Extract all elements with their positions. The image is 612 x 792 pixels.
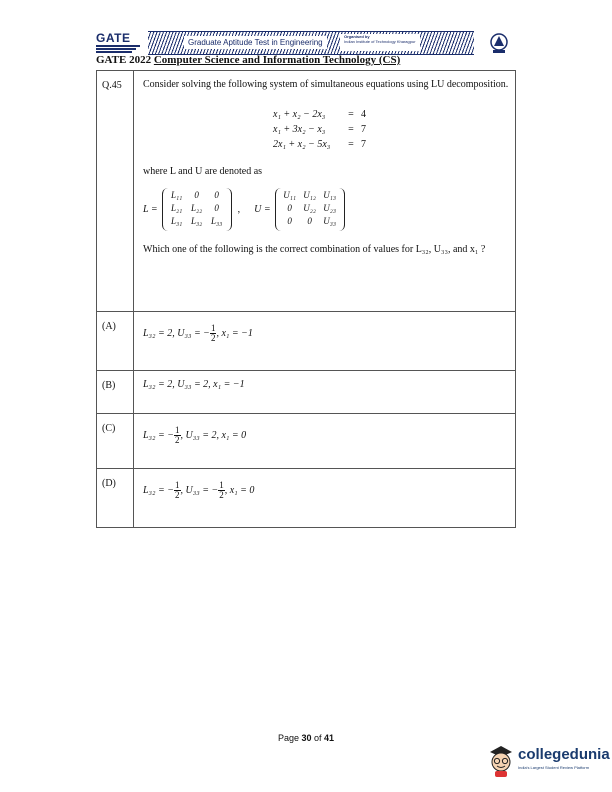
l-matrix-label: L = bbox=[143, 203, 158, 215]
option-b-label: (B) bbox=[97, 371, 134, 414]
gate-logo-text: GATE bbox=[96, 31, 131, 45]
collegedunia-watermark bbox=[484, 744, 610, 780]
l-matrix: L₁₁ 0 0 L₂₁ L₂₂ 0 L₃₁ L₃₂ L₃₃ bbox=[162, 188, 232, 231]
mascot-icon bbox=[486, 744, 516, 778]
equation-system bbox=[273, 107, 509, 152]
lu-matrices: L = L₁₁ 0 0 L₂₁ L₂₂ 0 L₃₁ L₃₂ L₃₃ , U = U₁₁ U₁₂ U₁₃ 0 U₂₂ U₂₃ 0 0 U₃₃ bbox=[143, 185, 509, 233]
question-number: Q.45 bbox=[97, 71, 134, 312]
header-band bbox=[148, 31, 474, 55]
option-a-label: (A) bbox=[97, 312, 134, 371]
collegedunia-brand: collegedunia bbox=[518, 746, 610, 763]
header-organiser: Organised by Indian Institute of Technology Kharagpur bbox=[340, 34, 420, 51]
question-body bbox=[134, 71, 516, 312]
question-prompt: Which one of the following is the correct combination of values for L₃₂, U₃₃, and x₁ ? bbox=[143, 244, 486, 255]
option-c: L₃₂ = − $\frac{1}{2}$ , U₃₃ = 2, x₁ = 0 bbox=[134, 414, 516, 469]
equation-3: 2x₁ + x₂ − 5x₃ = 7 bbox=[273, 139, 366, 150]
page-footer: Page 30 of 41 bbox=[277, 733, 335, 743]
option-c-row bbox=[97, 414, 516, 469]
option-a: L₃₂ = 2, U₃₃ = − $\frac{1}{2}$ , x₁ = −1 bbox=[134, 312, 516, 371]
equation-2: x₁ + 3x₂ − x₃ = 7 bbox=[273, 124, 366, 135]
where-text: where L and U are denoted as bbox=[143, 166, 263, 177]
collegedunia-tagline: India's Largest Student Review Platform bbox=[518, 765, 590, 770]
gate-logo bbox=[96, 32, 146, 54]
equation-1: x₁ + x₂ − 2x₃ = 4 bbox=[273, 109, 366, 120]
iit-kharagpur-emblem-icon bbox=[488, 32, 510, 56]
u-matrix: U₁₁ U₁₂ U₁₃ 0 U₂₂ U₂₃ 0 0 U₃₃ bbox=[275, 188, 345, 231]
option-d-label: (D) bbox=[97, 469, 134, 528]
option-d: L₃₂ = − $\frac{1}{2}$ , U₃₃ = − $\frac{1}{2}$ , x₁ = 0 bbox=[134, 469, 516, 528]
question-stem: Consider solving the following system of simultaneous equations using LU decomposition. bbox=[143, 79, 509, 90]
paper-title: GATE 2022 Computer Science and Information Technology (CS) bbox=[96, 54, 401, 66]
option-b-row bbox=[97, 371, 516, 414]
question-table bbox=[96, 70, 516, 528]
option-a-row bbox=[97, 312, 516, 371]
question-row bbox=[97, 71, 516, 312]
u-matrix-label: U = bbox=[254, 203, 271, 215]
header-title: Graduate Aptitude Test in Engineering bbox=[184, 36, 327, 49]
option-c-label: (C) bbox=[97, 414, 134, 469]
option-d-row bbox=[97, 469, 516, 528]
option-b: L₃₂ = 2, U₃₃ = 2, x₁ = −1 bbox=[134, 371, 516, 414]
